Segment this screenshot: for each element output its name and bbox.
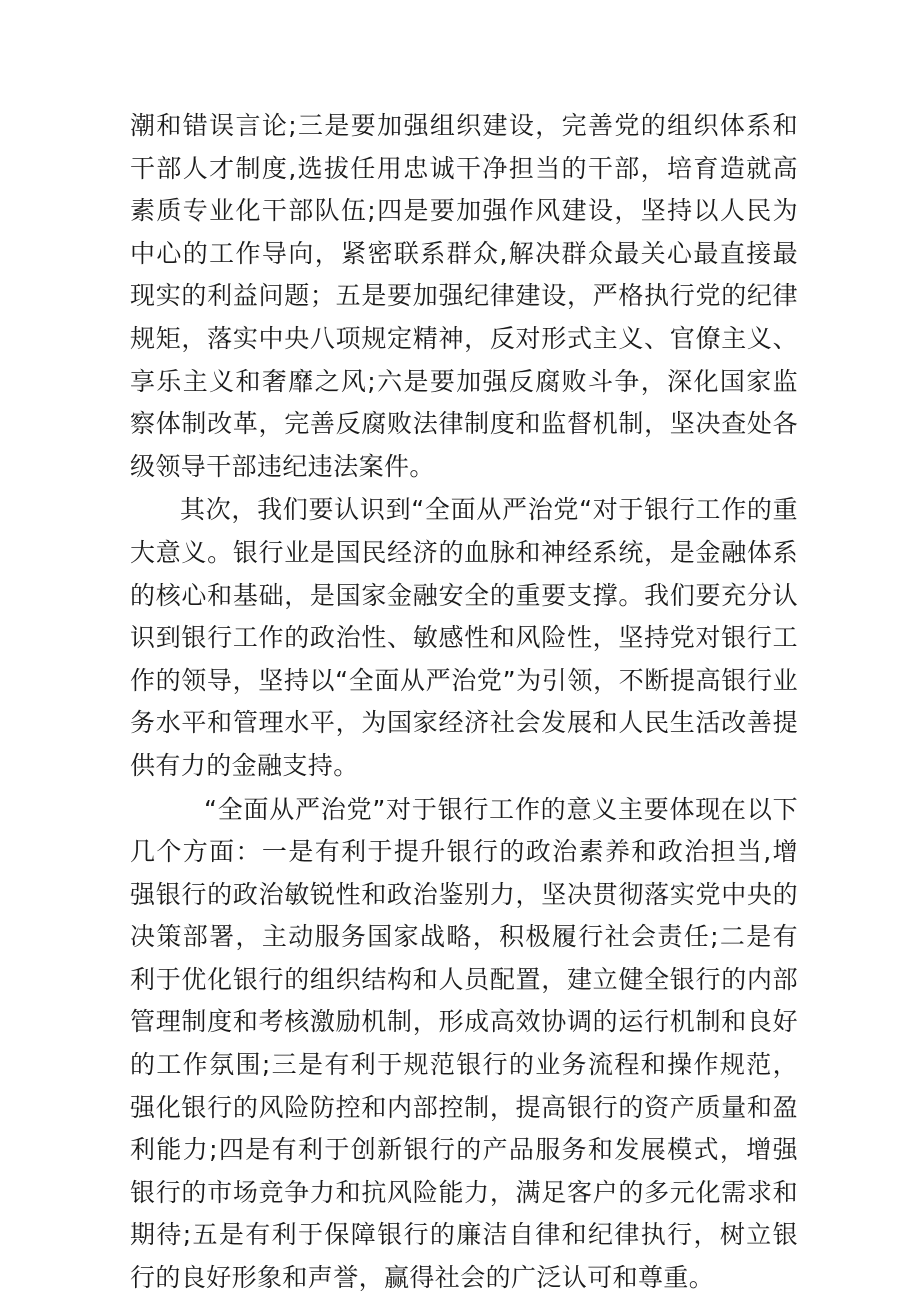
document-body xyxy=(130,105,798,1300)
paragraph-significance: “全面从严治党”对于银行工作的意义主要体现在以下几个方面：一是有利于提升银行的政治素养和政治担当,增强银行的政治敏锐性和政治鉴别力，坚决贯彻落实党中央的决策部署，主动服务国家战略，积极履行社会责任;二是有利于优化银行的组织结构和人员配置，建立健全银行的内部管理制度和考核激励机制，形成高效协调的运行机制和良好的工作氛围;三是有利于规范银行的业务流程和操作规范，强化银行的风险防控和内部控制，提高银行的资产质量和盈利能力;四是有利于创新银行的产品服务和发展模式，增强银行的市场竞争力和抗风险能力，满足客户的多元化需求和期待;五是有利于保障银行的廉洁自律和纪律执行，树立银行的良好形象和声誉，赢得社会的广泛认可和尊重。 xyxy=(130,794,798,1293)
paragraph-second: 其次，我们要认识到“全面从严治党“对于银行工作的重大意义。银行业是国民经济的血脉和神经系统，是金融体系的核心和基础，是国家金融安全的重要支撑。我们要充分认识到银行工作的政治性、敏感性和风险性，坚持党对银行工作的领导，坚持以“全面从严治党”为引领，不断提高银行业务水平和管理水平，为国家经济社会发展和人民生活改善提供有力的金融支持。 xyxy=(130,495,798,780)
paragraph-continuation: 潮和错误言论;三是要加强组织建设，完善党的组织体系和干部人才制度,选拔任用忠诚干净担当的干部，培育造就高素质专业化干部队伍;四是要加强作风建设，坚持以人民为中心的工作导向，紧密联系群众,解决群众最关心最直接最现实的利益问题；五是要加强纪律建设，严格执行党的纪律规矩，落实中央八项规定精神，反对形式主义、官僚主义、享乐主义和奢靡之风;六是要加强反腐败斗争，深化国家监察体制改革，完善反腐败法律制度和监督机制，坚决查处各级领导干部违纪违法案件。 xyxy=(130,111,798,481)
